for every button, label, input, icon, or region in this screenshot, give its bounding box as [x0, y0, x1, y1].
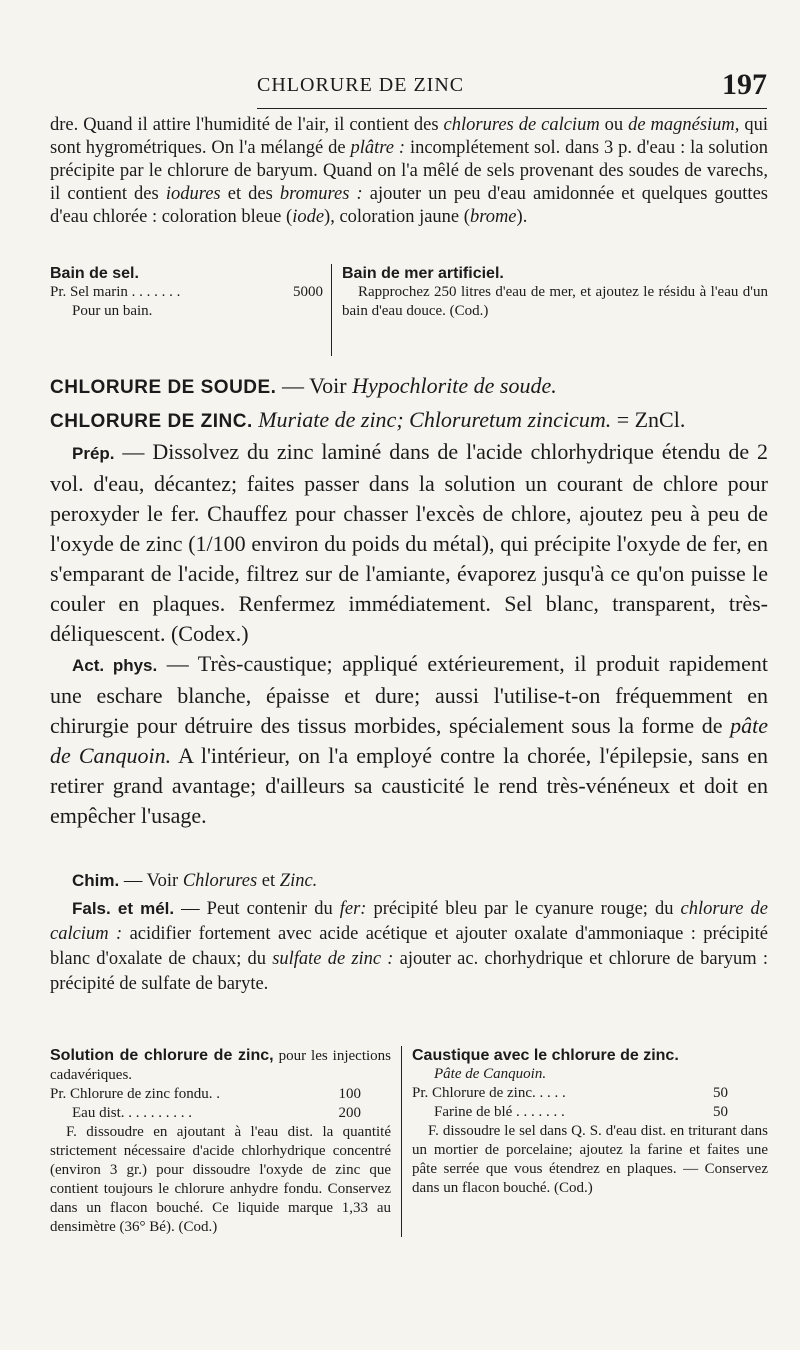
caustique-subtitle: Pâte de Canquoin.: [434, 1066, 547, 1082]
act-phys-paragraph: Act. phys. — Très-caustique; appliqué extérieurement, il produit rapidement une eschare blanche, épaisse et dure; aussi l'utilise-t-on fréquemment en chirurgie pour détruire des tissus morbides, spécialement sous la forme de pâte de Canquoin. A l'intérieur, on l'a employé contre la chorée, l'épilepsie, sans en retirer grand avantage; d'ailleurs sa causticité le rend très-vénéneux et doit en empêcher l'usage.: [50, 651, 769, 828]
page-number: 197: [722, 68, 767, 101]
bain-columns: [50, 264, 768, 356]
chim-fals-section: [50, 868, 768, 999]
bain-de-mer-text: Rapprochez 250 litres d'eau de mer, et ajoutez le résidu à l'eau d'un bain d'eau douce. (Cod.): [342, 284, 768, 319]
caustique-ingredient-2: Farine de blé . . . . . . . 50: [434, 1104, 728, 1120]
caustique-text: F. dissoudre le sel dans Q. S. d'eau dist. en triturant dans un mortier de porcelaine; ajoutez la farine et faites une pâte serrée que vous étendrez en plaques. — Conservez dans un flacon bouché. (Cod.): [412, 1123, 768, 1196]
bain-de-sel-box: [50, 264, 332, 356]
solution-box: [50, 1046, 402, 1237]
bain-de-sel-note: Pour un bain.: [72, 303, 153, 319]
bain-de-sel-title: Bain de sel.: [50, 265, 139, 282]
solution-ingredient-2: Eau dist. . . . . . . . . . 200: [72, 1105, 361, 1121]
running-head: [257, 64, 767, 109]
formula-columns: [50, 1046, 768, 1237]
bain-de-mer-title: Bain de mer artificiel.: [342, 265, 504, 282]
caustique-box: [402, 1046, 768, 1237]
chlorure-zinc-entry: CHLORURE DE ZINC. Muriate de zinc; Chloruretum zincicum. = ZnCl.: [50, 407, 686, 432]
solution-title: Solution de chlorure de zinc, pour les injections cadavériques.: [50, 1047, 392, 1083]
running-title: CHLORURE DE ZINC: [257, 74, 465, 96]
chlorure-soude-entry: CHLORURE DE SOUDE. — Voir Hypochlorite de soude.: [50, 373, 557, 398]
fals-paragraph: Fals. et mél. — Peut contenir du fer: précipité bleu par le cyanure rouge; du chlorure de calcium : acidifier fortement avec acide acétique et ajouter oxalate d'ammoniaque : précipité blanc d'oxalate de chaux; du sulfate de zinc : ajouter ac. chorhydrique et chlorure de baryum : précipité de sulfate de baryte.: [50, 899, 768, 994]
solution-text: F. dissoudre en ajoutant à l'eau dist. la quantité strictement nécessaire d'acide chlorhydrique concentré (environ 3 gr.) pour dissoudre l'oxyde de zinc que contient toujours le chlorure anhydre fondu. Conservez dans un flacon bouché. Ce liquide marque 1,33 au densimètre (36° Bé). (Cod.): [50, 1124, 391, 1235]
main-text: [50, 371, 768, 831]
solution-ingredient-1: Pr. Chlorure de zinc fondu. . 100: [50, 1086, 361, 1102]
chim-paragraph: Chim. — Voir Chlorures et Zinc.: [72, 871, 318, 891]
caustique-title: Caustique avec le chlorure de zinc.: [412, 1047, 679, 1064]
caustique-ingredient-1: Pr. Chlorure de zinc. . . . . 50: [412, 1085, 728, 1101]
bain-de-mer-box: [332, 264, 768, 356]
bain-de-sel-ingredient: Pr. Sel marin . . . . . . . 5000: [50, 284, 323, 300]
prep-paragraph: Prép. — Dissolvez du zinc laminé dans de l'acide chlorhydrique étendu de 2 vol. d'eau, décantez; faites passer dans la solution un courant de chlore pour peroxyder le fer. Chauffez pour chasser l'excès de chlore, ajoutez peu à peu de l'oxyde de zinc (1/100 environ du poids du métal), qui précipite l'oxyde de fer, en s'emparant de l'acide, filtrez sur de l'amiante, évaporez jusqu'à ce qu'on puisse le couler en plaques. Renfermez immédiatement. Sel blanc, transparent, très-déliquescent. (Codex.): [50, 439, 768, 646]
intro-paragraph: dre. Quand il attire l'humidité de l'air, il contient des chlorures de calcium ou de magnésium, qui sont hygrométriques. On l'a mélangé de plâtre : incomplétement sol. dans 3 p. d'eau : la solution précipite par le chlorure de baryum. Quand on l'a mêlé de sels provenant des soudes de varechs, il contient des iodures et des bromures : ajouter un peu d'eau amidonnée et quelques gouttes d'eau chlorée : coloration bleue (iode), coloration jaune (brome).: [50, 115, 769, 227]
